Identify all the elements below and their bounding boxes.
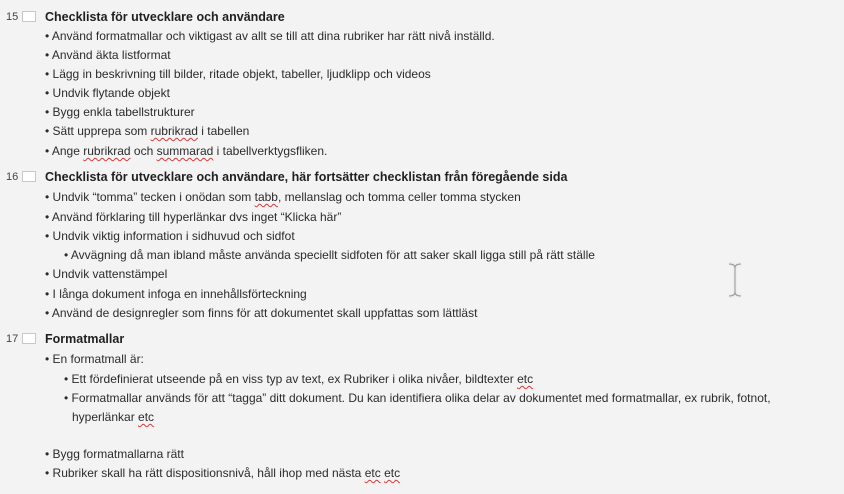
misspelled-word[interactable]: summarad <box>156 144 214 158</box>
text: • Ett fördefinierat utseende på en viss typ av text, ex Rubriker i olika nivåer, bildtexter <box>64 372 518 386</box>
list-item-continuation[interactable] <box>72 409 154 425</box>
misspelled-word[interactable]: etc <box>517 372 534 386</box>
slide-title[interactable]: Checklista för utvecklare och användare, här fortsätter checklistan från föregående sida <box>45 170 568 184</box>
misspelled-word[interactable]: rubrikrad <box>83 144 131 158</box>
list-item[interactable]: • Undvik vattenstämpel <box>45 267 168 281</box>
list-item[interactable]: • Undvik flytande objekt <box>45 86 170 100</box>
list-item[interactable]: • Bygg formatmallarna rätt <box>45 447 184 461</box>
text-cursor-icon <box>725 262 745 298</box>
list-item[interactable]: • Avvägning då man ibland måste använda speciellt sidfoten för att saker skall ligga still på rätt ställe <box>64 248 595 262</box>
slide-thumbnail[interactable] <box>22 171 36 182</box>
misspelled-word[interactable]: etc <box>384 466 401 480</box>
list-item[interactable]: • I långa dokument infoga en innehållsförteckning <box>45 287 307 301</box>
text: , mellanslag och tomma celler tomma stycken <box>277 190 521 204</box>
text: i tabellverktygsfliken. <box>213 144 328 158</box>
text: hyperlänkar <box>72 410 139 424</box>
list-item[interactable]: • Använd de designregler som finns för att dokumentet skall uppfattas som lättläst <box>45 306 478 320</box>
slide-thumbnail[interactable] <box>22 333 36 344</box>
misspelled-word[interactable]: tabb <box>254 190 278 204</box>
list-item[interactable]: • Lägg in beskrivning till bilder, ritade objekt, tabeller, ljudklipp och videos <box>45 67 431 81</box>
list-item[interactable]: • Undvik viktig information i sidhuvud och sidfot <box>45 229 295 243</box>
list-item[interactable] <box>45 143 327 159</box>
text: • Rubriker skall ha rätt dispositionsnivå, håll ihop med nästa <box>45 466 365 480</box>
slide-thumbnail[interactable] <box>22 11 36 22</box>
list-item[interactable]: • Använd förklaring till hyperlänkar dvs inget “Klicka här” <box>45 210 342 224</box>
slide-number: 15 <box>6 11 19 23</box>
slide-number: 16 <box>6 171 19 183</box>
text: och <box>130 144 157 158</box>
slide-title[interactable]: Formatmallar <box>45 332 125 346</box>
misspelled-word[interactable]: rubrikrad <box>150 124 198 138</box>
list-item[interactable] <box>64 371 533 387</box>
list-item[interactable] <box>45 465 400 481</box>
list-item[interactable]: • Använd formatmallar och viktigast av allt se till att dina rubriker har rätt nivå inställd. <box>45 29 495 43</box>
misspelled-word[interactable]: etc <box>138 410 155 424</box>
slide-number: 17 <box>6 333 19 345</box>
list-item[interactable]: • Formatmallar används för att “tagga” ditt dokument. Du kan identifiera olika delar av dokumentet med formatmallar, ex rubrik, fotnot, <box>64 391 771 405</box>
list-item[interactable]: • Använd äkta listformat <box>45 48 171 62</box>
text: i tabellen <box>197 124 250 138</box>
list-item[interactable]: • Bygg enkla tabellstrukturer <box>45 105 195 119</box>
text: • Undvik “tomma” tecken i onödan som <box>45 190 255 204</box>
list-item[interactable] <box>45 189 521 205</box>
list-item[interactable] <box>45 123 249 139</box>
text: • Ange <box>45 144 84 158</box>
slide-title[interactable]: Checklista för utvecklare och användare <box>45 10 285 24</box>
misspelled-word[interactable]: etc <box>364 466 381 480</box>
list-item[interactable]: • En formatmall är: <box>45 352 144 366</box>
text: • Sätt upprepa som <box>45 124 151 138</box>
